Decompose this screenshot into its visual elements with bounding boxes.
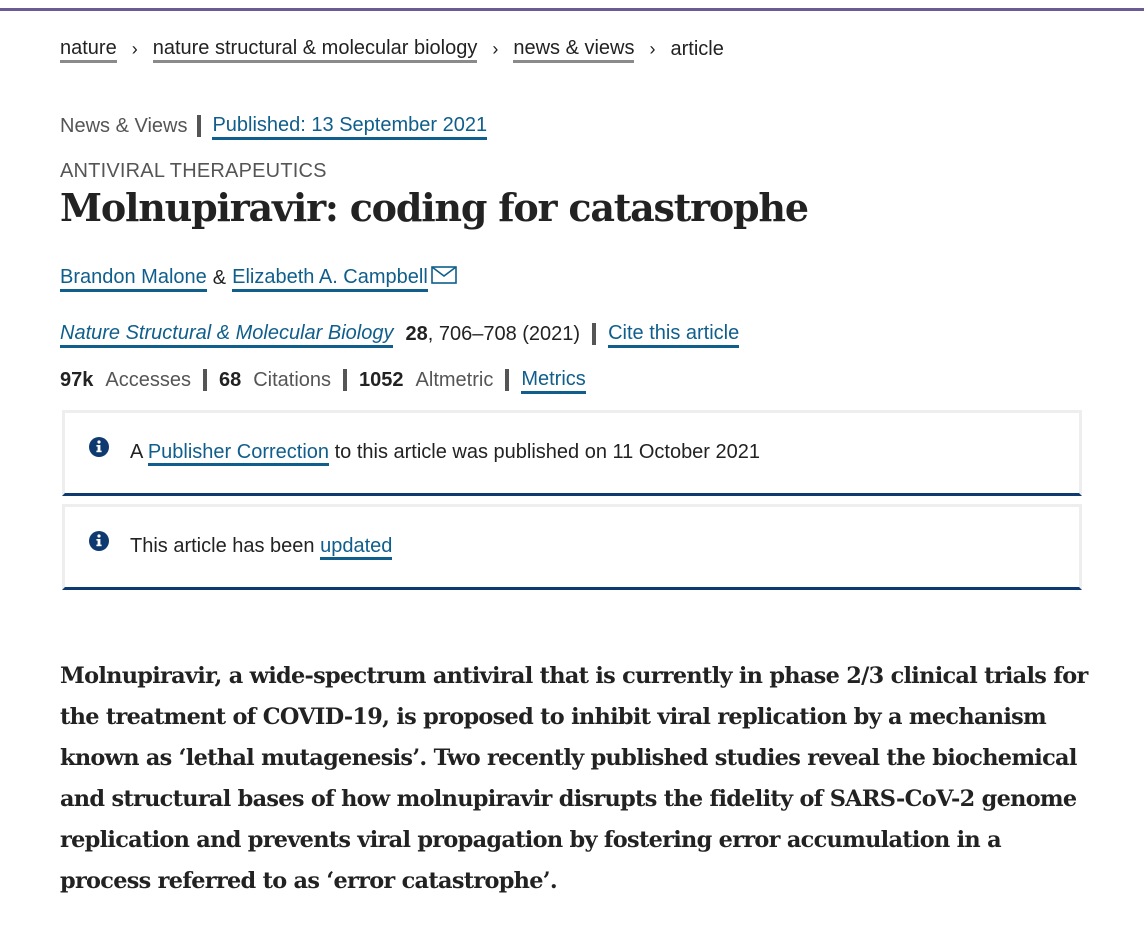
page-title: Molnupiravir: coding for catastrophe (60, 185, 808, 230)
publisher-correction-link[interactable]: Publisher Correction (148, 441, 329, 466)
altmetric-count: 1052 (359, 369, 404, 391)
author-link-campbell[interactable]: Elizabeth A. Campbell (232, 265, 428, 292)
citations-label: Citations (253, 369, 332, 391)
breadcrumb (60, 35, 724, 63)
breadcrumb-current: article (670, 38, 724, 60)
updated-link[interactable]: updated (320, 535, 392, 560)
author-list (60, 264, 457, 292)
altmetric-label: Altmetric (415, 369, 494, 391)
accesses-count: 97k (60, 369, 94, 391)
breadcrumb-link-news-views[interactable]: news & views (513, 36, 634, 63)
subject-label: ANTIVIRAL THERAPEUTICS (60, 160, 327, 182)
meta-divider (197, 115, 201, 137)
top-accent-bar (0, 0, 1144, 11)
cite-article-link[interactable]: Cite this article (608, 321, 739, 348)
info-icon (88, 436, 110, 458)
author-separator: & (212, 267, 227, 289)
accesses-label: Accesses (105, 369, 191, 391)
update-notice (62, 504, 1082, 590)
article-type: News & Views (60, 115, 188, 137)
breadcrumb-link-nature[interactable]: nature (60, 36, 117, 63)
citation-volume: 28 (405, 323, 428, 345)
correction-prefix: A (130, 441, 143, 463)
breadcrumb-separator: › (492, 39, 499, 59)
citations-count: 68 (218, 369, 242, 391)
info-icon (88, 530, 110, 552)
breadcrumb-link-journal[interactable]: nature structural & molecular biology (153, 36, 478, 63)
metrics-divider (203, 369, 207, 391)
author-link-malone[interactable]: Brandon Malone (60, 265, 207, 292)
mail-icon[interactable] (431, 264, 457, 282)
published-date-link[interactable]: Published: 13 September 2021 (212, 113, 487, 140)
metrics-bar (60, 366, 586, 394)
metrics-link[interactable]: Metrics (521, 367, 585, 394)
metrics-divider (505, 369, 509, 391)
breadcrumb-separator: › (131, 39, 138, 59)
journal-link[interactable]: Nature Structural & Molecular Biology (60, 321, 393, 348)
update-prefix: This article has been (130, 535, 315, 557)
correction-notice (62, 410, 1082, 496)
citation-divider (592, 323, 596, 345)
correction-suffix: to this article was published on 11 October 2021 (334, 441, 761, 463)
citation-pages: , 706–708 (2021) (427, 323, 581, 345)
correction-notice-text (130, 438, 760, 466)
citation-line (60, 320, 739, 348)
breadcrumb-separator: › (649, 39, 656, 59)
article-abstract: Molnupiravir, a wide-spectrum antiviral that is currently in phase 2/3 clinical trials for the treatment of COVID-19, is proposed to inhibit viral replication by a mechanism known as ‘lethal mutagenesis’. Two recently published studies reveal the biochemical and structural bases of how molnupiravir disrupts the fidelity of SARS-CoV-2 genome replication and prevents viral propagation by fostering error accumulation in a process referred to as ‘error catastrophe’. (60, 663, 1088, 894)
metrics-divider (343, 369, 347, 391)
article-meta (60, 112, 487, 140)
update-notice-text (130, 532, 392, 560)
